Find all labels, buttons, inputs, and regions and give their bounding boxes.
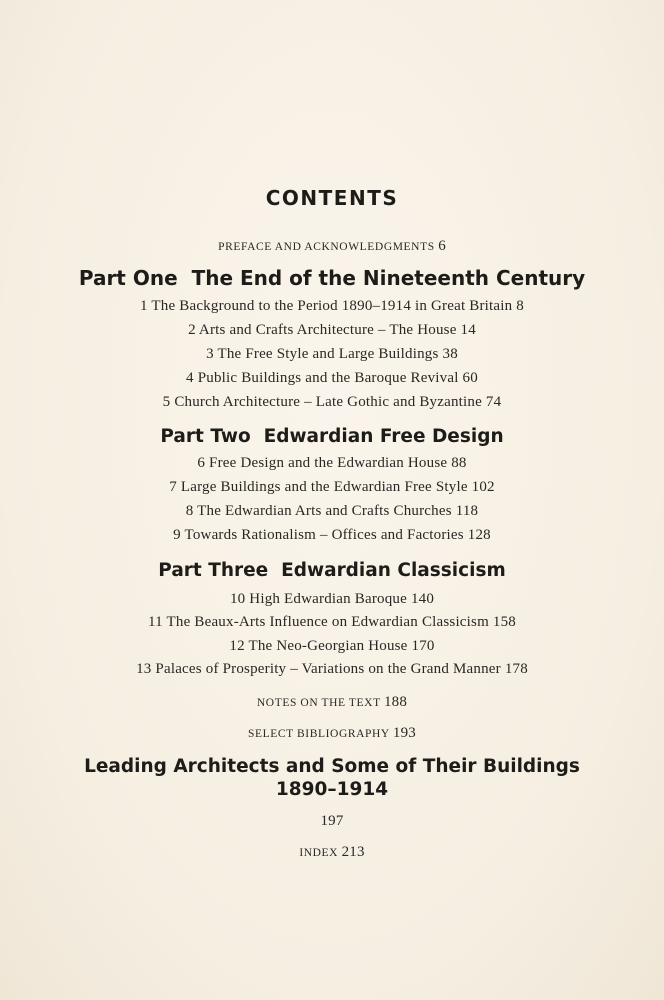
chapter-page: 38: [442, 346, 458, 362]
toc-entry: [0, 638, 664, 655]
toc-entry: [0, 322, 664, 339]
chapter-title: The Free Style and Large Buildings: [217, 346, 439, 362]
chapter-page: 158: [492, 614, 517, 630]
toc-entry: [0, 394, 664, 411]
toc-entry: [0, 479, 664, 496]
chapter-page: 140: [410, 591, 435, 607]
toc-entry: [0, 503, 664, 520]
chapter-page: 60: [462, 370, 478, 386]
leading-architects-page: 197: [320, 813, 344, 829]
chapter-title: The Background to the Period 1890–1914 in Great Britain: [151, 298, 513, 314]
bibliography-label: SELECT BIBLIOGRAPHY: [247, 728, 390, 740]
chapter-title: Free Design and the Edwardian House: [209, 455, 448, 471]
notes-page: 188: [383, 694, 408, 710]
bibliography-page: 193: [392, 725, 416, 741]
index-entry: [0, 844, 664, 861]
chapter-number: 13: [136, 661, 152, 677]
index-page: 213: [341, 844, 365, 860]
chapter-number: 10: [229, 591, 246, 607]
chapter-title: The Neo-Georgian House: [248, 638, 408, 654]
notes-entry: [0, 694, 664, 711]
toc-entry: [0, 661, 664, 678]
toc-entry: [0, 455, 664, 472]
chapter-page: 14: [460, 322, 476, 338]
toc-entry: [0, 298, 664, 315]
chapter-number: 12: [229, 638, 245, 654]
preface-entry: [0, 238, 664, 255]
chapter-number: 3: [206, 346, 214, 362]
notes-label: NOTES ON THE TEXT: [256, 697, 381, 709]
chapter-number: 9: [173, 527, 181, 543]
leading-architects-years: 1890–1914: [275, 779, 389, 800]
chapter-number: 7: [169, 479, 177, 495]
chapter-page: 128: [467, 527, 491, 543]
chapter-title: The Edwardian Arts and Crafts Churches: [197, 503, 452, 519]
chapter-page: 8: [516, 298, 524, 314]
part-heading: Part Three Edwardian Classicism: [158, 560, 506, 581]
toc-entry: [0, 370, 664, 387]
preface-page: 6: [438, 238, 446, 254]
chapter-number: 8: [185, 503, 194, 519]
toc-entry: [0, 614, 664, 631]
chapter-number: 11: [147, 614, 163, 630]
toc-entry: [0, 527, 664, 544]
part-heading: Part Two Edwardian Free Design: [160, 426, 504, 447]
index-label: INDEX: [299, 847, 339, 859]
chapter-title: High Edwardian Baroque: [249, 591, 407, 607]
chapter-title: Towards Rationalism – Offices and Factories: [184, 527, 464, 543]
chapter-page: 102: [471, 479, 495, 495]
toc-entry: [0, 591, 664, 608]
bibliography-entry: [0, 725, 664, 742]
chapter-page: 178: [504, 661, 528, 677]
page-title: CONTENTS: [265, 186, 399, 210]
chapter-title: Church Architecture – Late Gothic and Byzantine: [174, 394, 482, 410]
chapter-title: Public Buildings and the Baroque Revival: [197, 370, 459, 386]
chapter-number: 2: [188, 322, 196, 338]
chapter-page: 170: [411, 638, 435, 654]
preface-label: PREFACE AND ACKNOWLEDGMENTS: [218, 241, 435, 253]
chapter-page: 88: [451, 455, 467, 471]
chapter-number: 1: [140, 298, 148, 314]
chapter-title: The Beaux-Arts Influence on Edwardian Classicism: [166, 614, 489, 630]
chapter-title: Large Buildings and the Edwardian Free Style: [180, 479, 468, 495]
part-heading: Part One The End of the Nineteenth Century: [78, 266, 586, 290]
leading-architects-heading: Leading Architects and Some of Their Buildings: [84, 756, 580, 777]
chapter-number: 4: [186, 370, 194, 386]
chapter-page: 74: [485, 394, 502, 410]
chapter-number: 6: [197, 455, 206, 471]
toc-entry: [0, 346, 664, 363]
chapter-title: Arts and Crafts Architecture – The House: [198, 322, 457, 338]
chapter-number: 5: [162, 394, 171, 410]
chapter-title: Palaces of Prosperity – Variations on the Grand Manner: [155, 661, 501, 677]
chapter-page: 118: [455, 503, 479, 519]
